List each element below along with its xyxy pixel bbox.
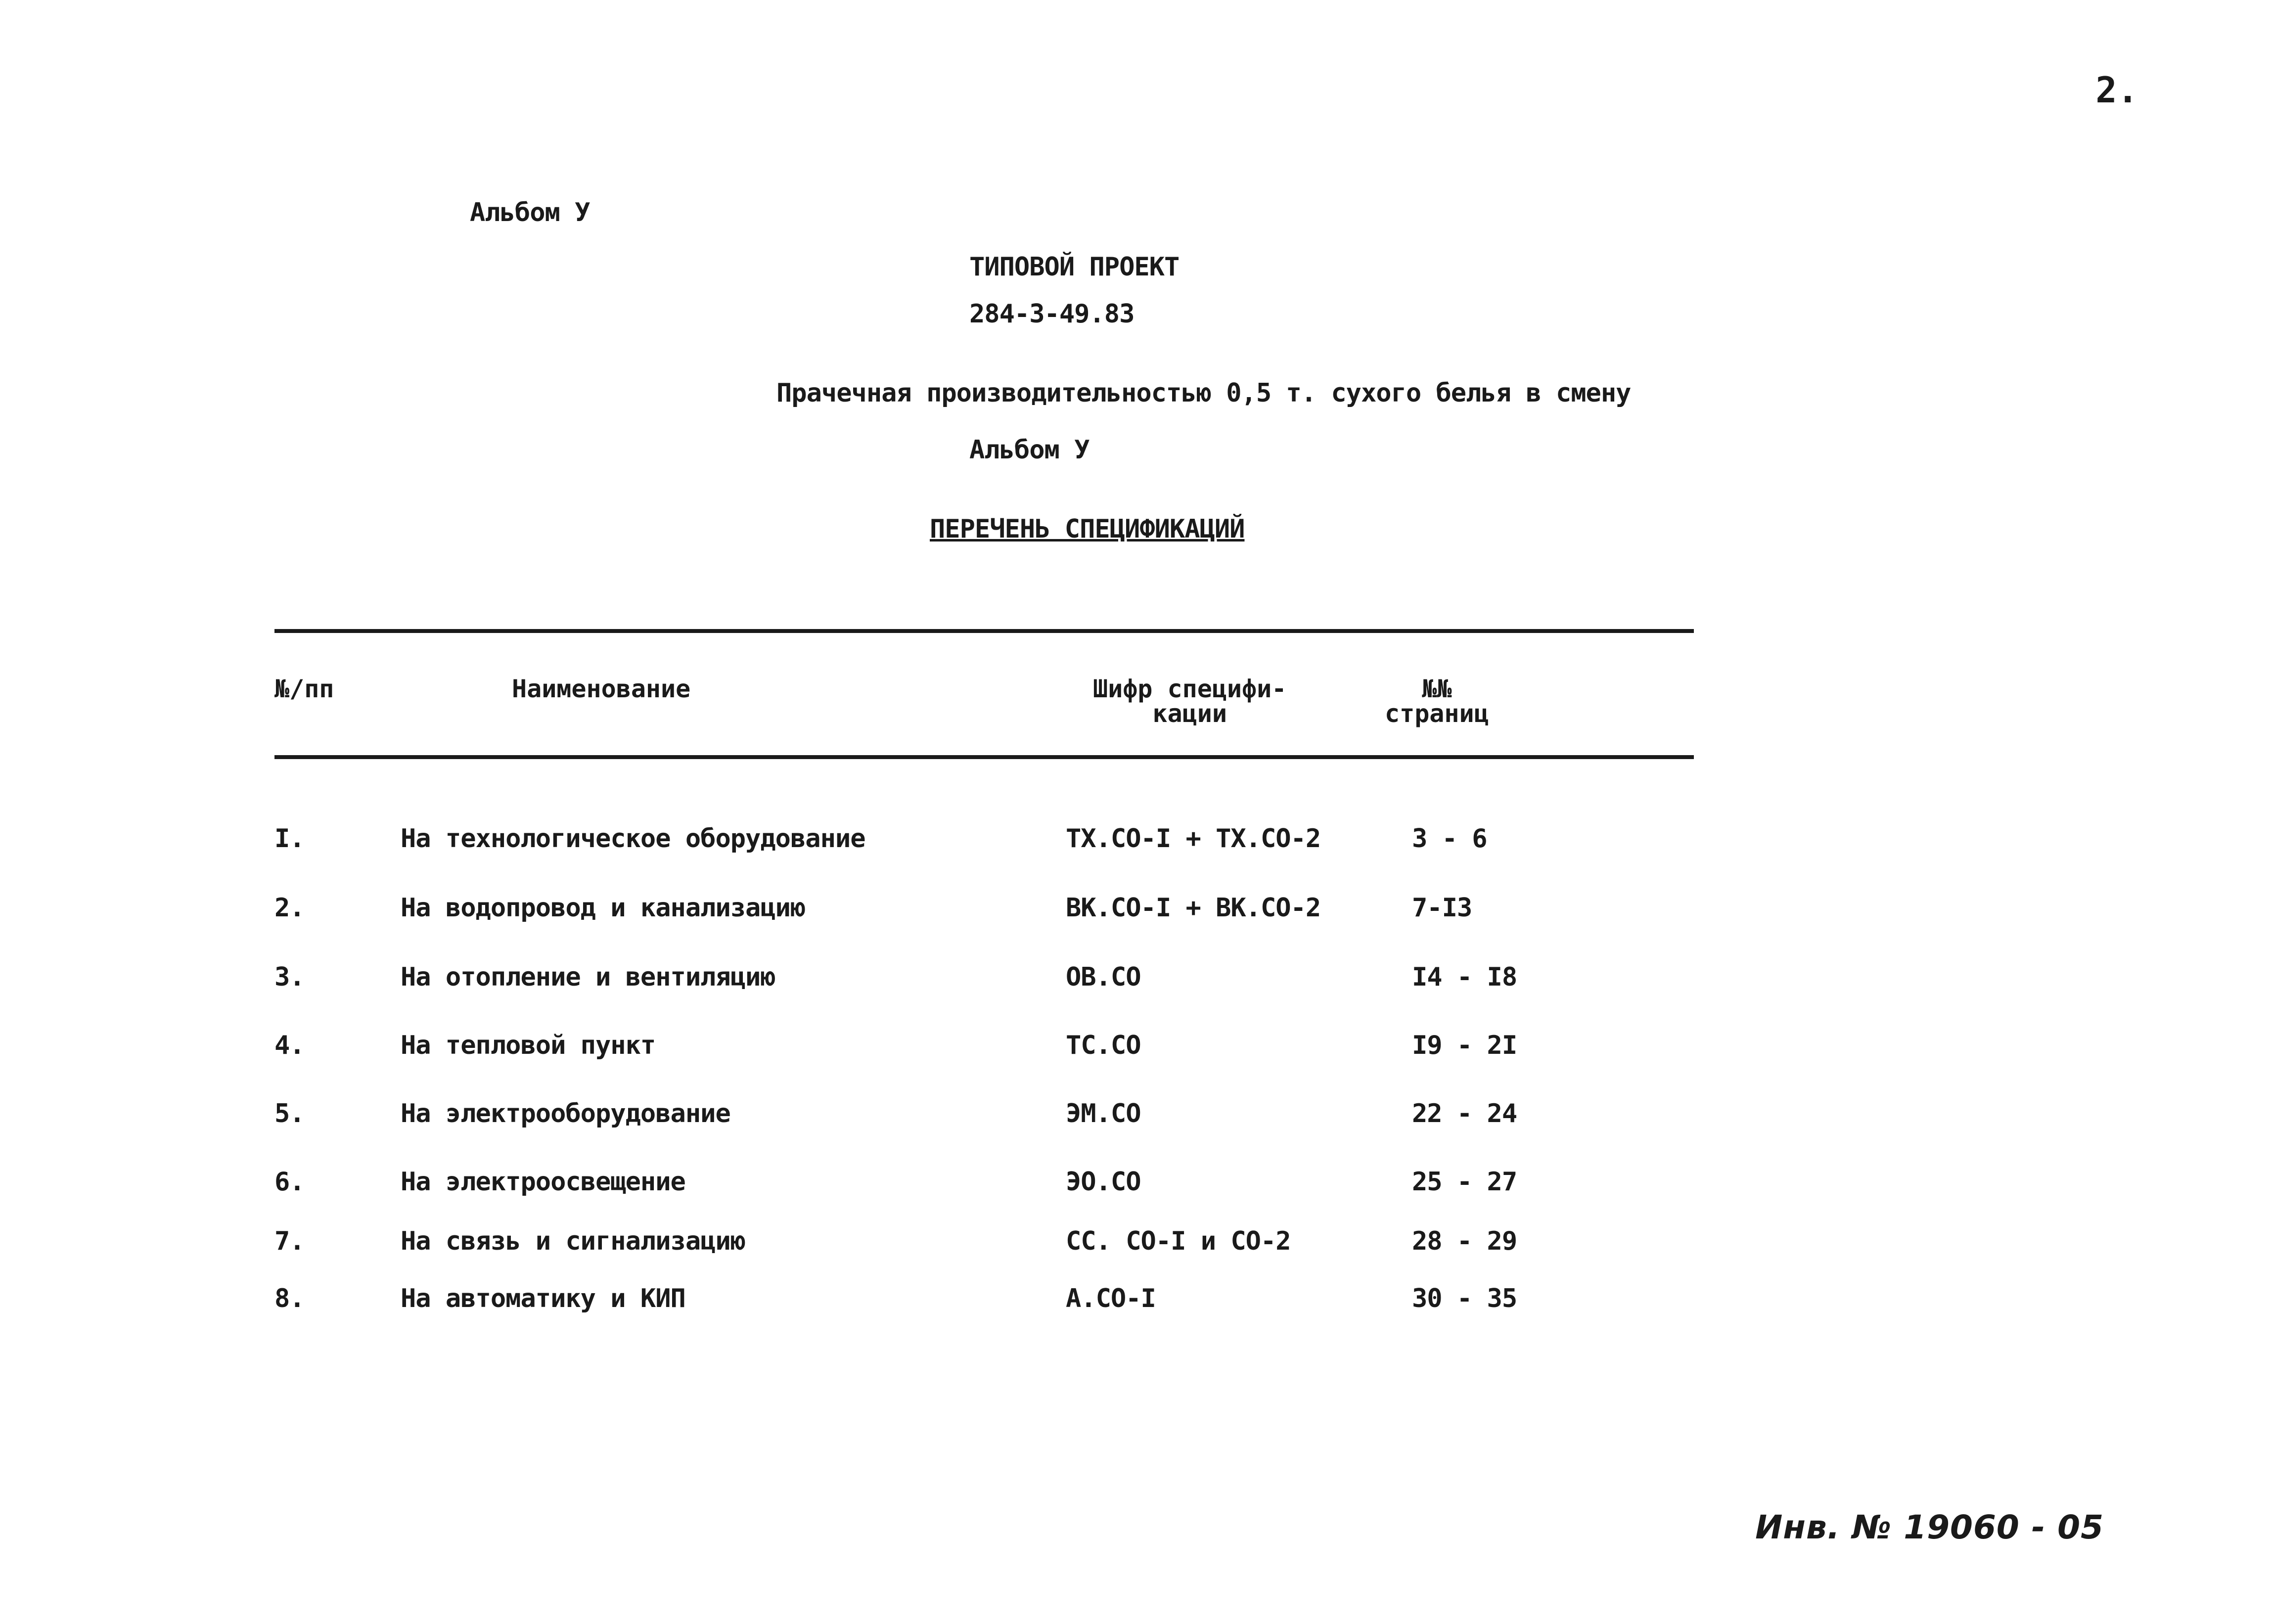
row-name: На отопление и вентиляцию — [401, 962, 775, 992]
row-number: 7. — [274, 1226, 305, 1256]
row-number: 8. — [274, 1284, 305, 1313]
row-pages: I4 - I8 — [1412, 962, 1517, 992]
row-code: ТС.СО — [1066, 1031, 1141, 1060]
row-name: На автоматику и КИП — [401, 1284, 685, 1313]
inventory-number: Инв. № 19060 - 05 — [1755, 1508, 2104, 1546]
album-label: Альбом У — [969, 435, 1090, 465]
header-code — [1093, 677, 1286, 726]
header-code-line1: Шифр специфи- — [1093, 675, 1287, 703]
table-row — [0, 962, 2272, 1002]
row-pages: I9 - 2I — [1412, 1031, 1517, 1060]
row-number: 5. — [274, 1099, 305, 1128]
project-title: ТИПОВОЙ ПРОЕКТ — [969, 252, 1180, 282]
row-code: СС. СО-I и СО-2 — [1066, 1226, 1291, 1256]
header-pages-line2: страниц — [1385, 699, 1489, 728]
row-name: На электрооборудование — [401, 1099, 730, 1128]
header-pages-line1: №№ — [1422, 675, 1452, 703]
row-number: 4. — [274, 1031, 305, 1060]
row-pages: 30 - 35 — [1412, 1284, 1517, 1313]
row-code: ОВ.СО — [1066, 962, 1141, 992]
row-number: 3. — [274, 962, 305, 992]
row-name: На водопровод и канализацию — [401, 893, 806, 923]
row-name: На электроосвещение — [401, 1167, 685, 1197]
table-row — [0, 1031, 2272, 1070]
project-code: 284-3-49.83 — [969, 299, 1135, 329]
row-number: I. — [274, 824, 305, 854]
row-number: 2. — [274, 893, 305, 923]
page-number: 2. — [2095, 69, 2138, 111]
header-name: Наименование — [512, 675, 691, 703]
row-code: А.СО-I — [1066, 1284, 1156, 1313]
table-row — [0, 1167, 2272, 1207]
row-code: ВК.СО-I + ВК.СО-2 — [1066, 893, 1321, 923]
row-name: На связь и сигнализацию — [401, 1226, 746, 1256]
header-num: №/пп — [274, 675, 334, 703]
table-top-rule — [274, 629, 1694, 633]
row-name: На технологическое оборудование — [401, 824, 865, 854]
table-row — [0, 1284, 2272, 1323]
row-code: ЭО.СО — [1066, 1167, 1141, 1197]
row-pages: 22 - 24 — [1412, 1099, 1517, 1128]
row-pages: 3 - 6 — [1412, 824, 1487, 854]
row-pages: 28 - 29 — [1412, 1226, 1517, 1256]
table-row — [0, 1099, 2272, 1138]
album-label-top: Альбом У — [470, 198, 590, 227]
table-header-rule — [274, 755, 1694, 759]
table-row — [0, 1226, 2272, 1266]
project-subtitle: Прачечная производительностью 0,5 т. сухого белья в смену — [776, 378, 1631, 408]
table-row — [0, 824, 2272, 863]
row-code: ЭМ.СО — [1066, 1099, 1141, 1128]
row-number: 6. — [274, 1167, 305, 1197]
header-pages — [1385, 677, 1489, 726]
row-pages: 25 - 27 — [1412, 1167, 1517, 1197]
row-pages: 7-I3 — [1412, 893, 1472, 923]
table-row — [0, 893, 2272, 933]
list-title: ПЕРЕЧЕНЬ СПЕЦИФИКАЦИЙ — [930, 514, 1245, 544]
row-name: На тепловой пункт — [401, 1031, 656, 1060]
header-code-line2: кации — [1152, 699, 1227, 728]
row-code: ТХ.СО-I + ТХ.СО-2 — [1066, 824, 1321, 854]
